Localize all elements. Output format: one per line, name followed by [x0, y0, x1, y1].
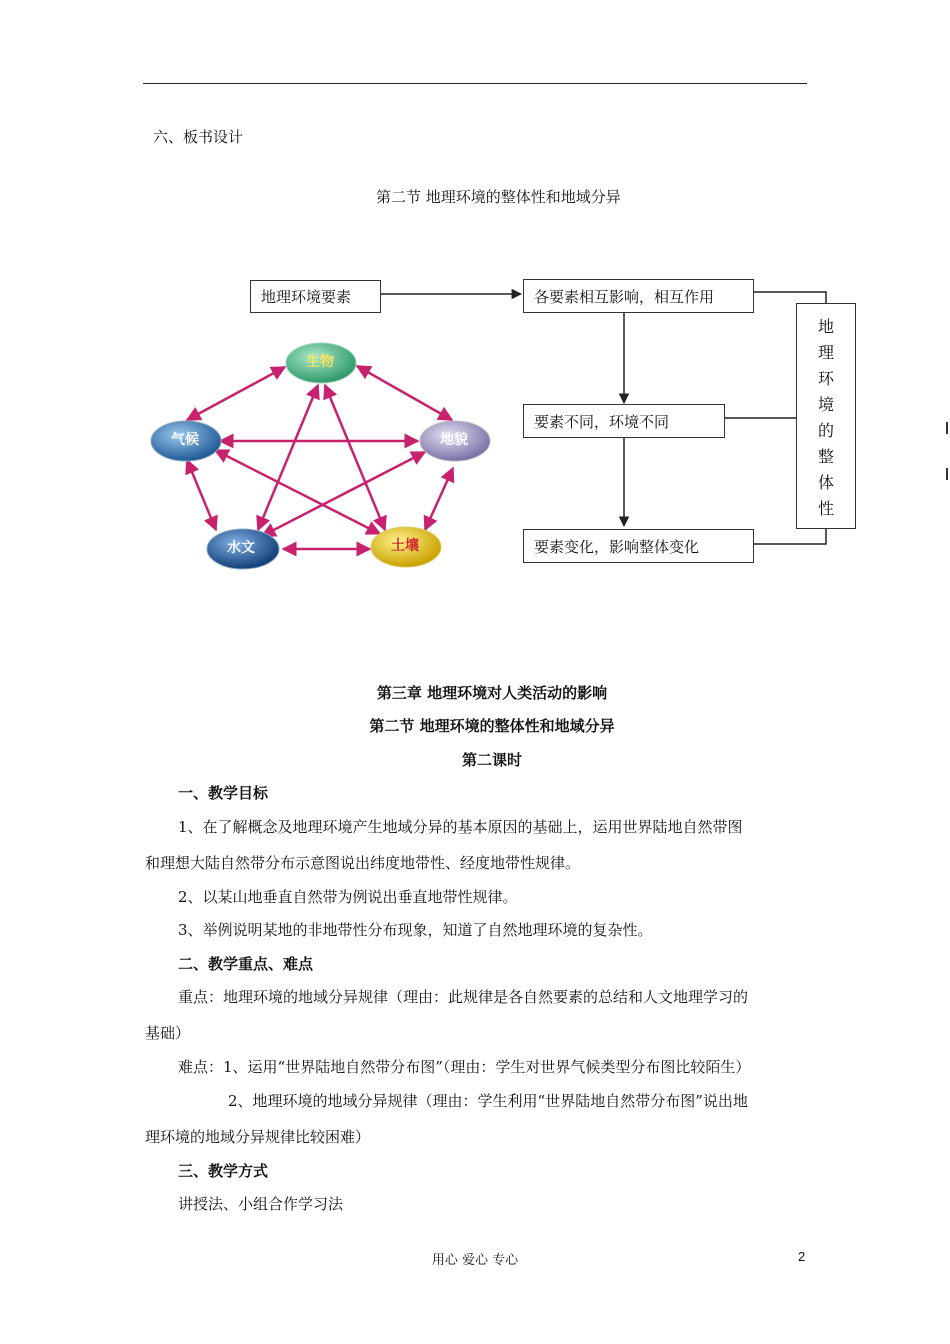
methods-heading: 三、教学方式: [178, 1162, 269, 1180]
bracket-bottom: [754, 529, 826, 544]
goals-heading: 一、教学目标: [178, 784, 269, 802]
focus-line-2: 基础）: [145, 1024, 191, 1042]
methods-text: 讲授法、小组合作学习法: [178, 1195, 344, 1213]
vertical-char: 地: [817, 316, 834, 336]
box-elements: 地理环境要素: [250, 280, 381, 313]
chapter-section: 第二节 地理环境的整体性和地域分异: [369, 717, 615, 735]
vertical-box-integrity: [796, 303, 856, 529]
node-label-shuiwen: 水文: [227, 540, 255, 556]
arrow-dimao-shuiwen: [262, 452, 425, 536]
difficulty-1: 难点：1、运用“世界陆地自然带分布图”（理由：学生对世界气候类型分布图比较陌生）: [178, 1058, 751, 1076]
goal-2: 2、以某山地垂直自然带为例说出垂直地带性规律。: [178, 888, 518, 906]
arrow-shengwu-turang: [325, 385, 385, 530]
bracket-top: [754, 292, 826, 303]
vertical-char: 体: [817, 472, 834, 492]
arrow-qihou-turang: [215, 450, 380, 534]
vertical-char: 的: [817, 420, 834, 440]
box-change: 要素变化，影响整体变化: [523, 529, 754, 563]
vertical-char: 性: [817, 498, 834, 518]
goal-1-line-1: 1、在了解概念及地理环境产生地域分异的基本原因的基础上，运用世界陆地自然带图: [178, 818, 743, 836]
node-label-shengwu: 生物: [306, 354, 334, 370]
goal-1-line-2: 和理想大陆自然带分布示意图说出纬度地带性、经度地带性规律。: [145, 854, 581, 872]
arrow-shengwu-qihou: [187, 367, 285, 420]
chapter-title: 第三章 地理环境对人类活动的影响: [376, 684, 608, 702]
arrow-qihou-shuiwen: [187, 460, 216, 530]
section-heading: 六、板书设计: [153, 128, 244, 146]
footer-motto: 用心 爱心 专心: [431, 1253, 519, 1268]
diagram-title: 第二节 地理环境的整体性和地域分异: [376, 188, 621, 206]
arrow-dimao-turang: [425, 468, 453, 530]
vertical-char: 整: [817, 446, 834, 466]
vertical-char: 环: [817, 368, 834, 388]
edge-mark: [946, 468, 948, 480]
node-label-dimao: 地貌: [440, 432, 468, 448]
difficulty-2-line-1: 2、地理环境的地域分异规律（理由：学生利用“世界陆地自然带分布图”说出地: [228, 1092, 748, 1110]
node-label-turang: 土壤: [391, 538, 419, 554]
node-label-qihou: 气候: [171, 432, 199, 448]
box-different: 要素不同，环境不同: [523, 404, 725, 438]
vertical-char: 境: [817, 394, 834, 414]
arrow-shengwu-dimao: [357, 366, 452, 420]
chapter-lesson: 第二课时: [461, 751, 522, 769]
vertical-char: 理: [817, 342, 834, 362]
key-points-heading: 二、教学重点、难点: [178, 955, 314, 973]
edge-mark: [946, 422, 948, 434]
focus-line-1: 重点：地理环境的地域分异规律（理由：此规律是各自然要素的总结和人文地理学习的: [178, 988, 749, 1006]
page-number: 2: [798, 1249, 806, 1264]
difficulty-2-line-2: 理环境的地域分异规律比较困难）: [145, 1128, 371, 1146]
arrow-shengwu-shuiwen: [258, 385, 318, 530]
box-interaction: 各要素相互影响，相互作用: [523, 279, 754, 313]
goal-3: 3、举例说明某地的非地带性分布现象，知道了自然地理环境的复杂性。: [178, 921, 653, 939]
